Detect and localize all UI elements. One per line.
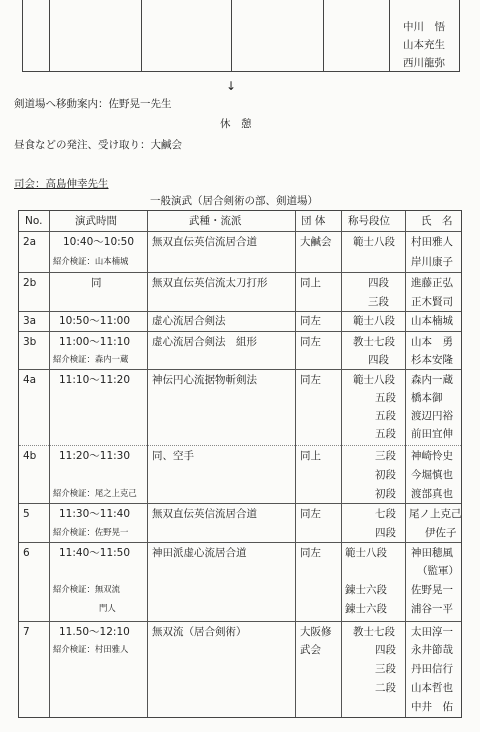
row-style: 神田派虚心流居合道 [152, 547, 247, 559]
row-time: 10:40～10:50 [63, 236, 135, 248]
row-name: 渡部真也 [411, 488, 453, 500]
row-name: 岸川康子 [411, 256, 453, 268]
header-no: No. [25, 215, 43, 227]
row-name: 橋本御 [411, 392, 443, 404]
row-org: 同左 [300, 508, 321, 520]
row-intro: 紹介検証：無双流 [53, 584, 120, 594]
row-style: 無双直伝英信流居合道 [152, 508, 257, 520]
top-name-1: 中川 悟 [403, 21, 445, 33]
row-rank: 錬士六段 [345, 603, 387, 615]
previous-table-fragment [22, 0, 460, 72]
row-time: 11.50～12:10 [59, 626, 130, 638]
row-intro: 紹介検証：森内一蔵 [53, 354, 129, 364]
row-rank: 三段 [368, 296, 389, 308]
row-org-2: 武会 [300, 644, 321, 656]
row-intro: 紹介検証：村田雅人 [53, 644, 129, 654]
row-rank: 範士八段 [353, 374, 395, 386]
header-name: 氏 名 [421, 215, 453, 227]
row-name: 森内一蔵 [411, 374, 453, 386]
row-name: 渡辺円裕 [411, 410, 453, 422]
row-rank: 五段 [375, 410, 396, 422]
top-name-3: 西川龍弥 [403, 57, 445, 69]
row-rank: 範士八段 [345, 547, 387, 559]
row-name: 杉本安隆 [411, 354, 453, 366]
row-name: 村田雅人 [411, 236, 453, 248]
row-rank: 三段 [375, 663, 396, 675]
row-org: 同左 [300, 374, 321, 386]
row-no: 4a [23, 374, 37, 386]
row-rank: 初段 [375, 488, 396, 500]
row-no: 4b [23, 450, 37, 462]
row-no: 2b [23, 277, 37, 289]
row-org: 同上 [300, 277, 321, 289]
row-rank: 教士七段 [353, 626, 395, 638]
break-label: 休 憩 [220, 118, 252, 130]
row-name: 尾ノ上克己 [409, 508, 462, 520]
row-org: 同左 [300, 315, 321, 327]
row-rank: 範士八段 [353, 315, 395, 327]
row-time: 11:00～11:10 [59, 336, 131, 348]
row-no: 3a [23, 315, 37, 327]
row-time: 10:50～11:00 [59, 315, 131, 327]
row-time: 同 [91, 277, 102, 289]
row-intro: 紹介検証：佐野晃一 [53, 527, 129, 537]
header-rank: 称号段位 [348, 215, 390, 227]
row-time: 11:10～11:20 [59, 374, 131, 386]
row-rank: 七段 [375, 508, 396, 520]
row-no: 7 [23, 626, 30, 638]
row-name: 佐野晃一 [411, 584, 453, 596]
row-rank: 四段 [368, 277, 389, 289]
row-name: 前田宜伸 [411, 428, 453, 440]
guidance-line: 剣道場へ移動案内：佐野晃一先生 [14, 98, 172, 110]
row-name: 山本楠城 [411, 315, 453, 327]
row-intro: 紹介検証：山本楠城 [53, 256, 129, 266]
row-org: 大阪修 [300, 626, 332, 638]
header-time: 演武時間 [75, 215, 117, 227]
row-no: 3b [23, 336, 37, 348]
row-name: 永井節哉 [411, 644, 453, 656]
row-style: 無双流（居合剣術） [152, 626, 247, 638]
row-org: 同左 [300, 547, 321, 559]
row-time: 11:30～11:40 [59, 508, 131, 520]
row-style: 無双直伝英信流太刀打形 [152, 277, 268, 289]
row-time: 11:20～11:30 [59, 450, 131, 462]
header-org: 団 体 [301, 215, 326, 227]
row-name: 伊佐子 [425, 527, 457, 539]
row-rank: 四段 [368, 354, 389, 366]
row-rank: 二段 [375, 682, 396, 694]
row-name: 山本 勇 [411, 336, 453, 348]
row-org: 大鹹会 [300, 236, 332, 248]
row-name: 正木賢司 [411, 296, 453, 308]
row-style: 同、空手 [152, 450, 194, 462]
lunch-line: 昼食などの発注、受け取り：大鹹会 [14, 139, 182, 151]
row-org: 同上 [300, 450, 321, 462]
row-style: 神伝円心流据物斬剣法 [152, 374, 257, 386]
top-name-2: 山本充生 [403, 39, 445, 51]
row-rank: 錬士六段 [345, 584, 387, 596]
row-name: 中井 佑 [411, 701, 453, 713]
row-org: 同左 [300, 336, 321, 348]
performance-table [18, 210, 462, 718]
row-time: 11:40～11:50 [59, 547, 131, 559]
row-rank: 範士八段 [353, 236, 395, 248]
row-intro-2: 門人 [99, 603, 116, 613]
row-name: 神田穂風 [411, 547, 453, 559]
row-no: 6 [23, 547, 30, 559]
row-no: 5 [23, 508, 30, 520]
row-no: 2a [23, 236, 37, 248]
row-rank: 四段 [375, 527, 396, 539]
row-rank: 五段 [375, 392, 396, 404]
row-style: 虚心流居合剣法 [152, 315, 226, 327]
header-style: 武種・流派 [189, 215, 242, 227]
section-title: 一般演武（居合剣術の部、剣道場） [150, 195, 318, 207]
row-rank: 三段 [375, 450, 396, 462]
row-name: 進藤正弘 [411, 277, 453, 289]
row-rank: 五段 [375, 428, 396, 440]
row-rank: 四段 [375, 644, 396, 656]
row-name: 太田淳一 [411, 626, 453, 638]
row-rank: 初段 [375, 469, 396, 481]
row-name: 山本哲也 [411, 682, 453, 694]
row-style: 虚心流居合剣法 組形 [152, 336, 257, 348]
row-style: 無双直伝英信流居合道 [152, 236, 257, 248]
down-arrow-icon: ↓ [226, 79, 237, 93]
row-name: 丹田信行 [411, 663, 453, 675]
row-name: 神崎怜史 [411, 450, 453, 462]
row-name: （監軍） [417, 565, 459, 577]
row-name: 浦谷一平 [411, 603, 453, 615]
row-name: 今堀慎也 [411, 469, 453, 481]
row-intro: 紹介検証：尾之上克己 [53, 488, 137, 498]
row-rank: 教士七段 [353, 336, 395, 348]
mc-line: 司会：高島伸幸先生 [14, 178, 109, 190]
